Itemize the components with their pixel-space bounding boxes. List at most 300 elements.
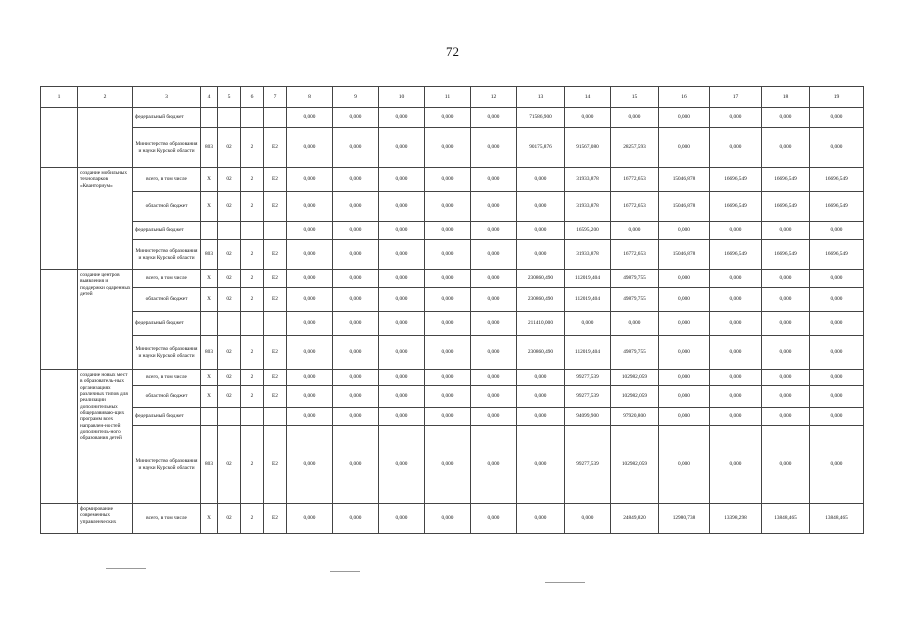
value-cell: 0,000: [379, 504, 425, 534]
value-cell: 0,000: [762, 386, 810, 408]
value-cell: 0,000: [762, 222, 810, 240]
value-cell: 0,000: [471, 370, 517, 386]
value-cell: 0,000: [471, 168, 517, 192]
value-cell: 0,000: [471, 270, 517, 288]
value-cell: 0,000: [810, 312, 864, 336]
value-cell: 0,000: [710, 222, 762, 240]
table-row: [41, 504, 864, 534]
value-cell: 0,000: [659, 288, 710, 312]
code-cell: [201, 408, 218, 426]
value-cell: 0,000: [425, 386, 471, 408]
value-cell: 0,000: [517, 222, 565, 240]
value-cell: 0,000: [333, 312, 379, 336]
code-cell: E2: [264, 370, 287, 386]
code-cell: [201, 108, 218, 128]
value-cell: 0,000: [333, 222, 379, 240]
table-row: [41, 426, 864, 504]
column-number: 15: [611, 87, 659, 108]
code-cell: 2: [241, 128, 264, 168]
code-cell: 803: [201, 240, 218, 270]
table-row: [41, 386, 864, 408]
funding-source: всего, в том числе: [133, 504, 201, 534]
column-number: 12: [471, 87, 517, 108]
value-cell: 16696,549: [810, 168, 864, 192]
column-number: 17: [710, 87, 762, 108]
value-cell: 0,000: [287, 108, 333, 128]
value-cell: 0,000: [810, 288, 864, 312]
code-cell: [201, 222, 218, 240]
code-cell: 02: [218, 192, 241, 222]
value-cell: 15046,878: [659, 168, 710, 192]
value-cell: 0,000: [810, 336, 864, 370]
value-cell: 0,000: [471, 288, 517, 312]
value-cell: 0,000: [471, 108, 517, 128]
value-cell: 24849,820: [611, 504, 659, 534]
value-cell: 230860,490: [517, 270, 565, 288]
value-cell: 112019,404: [565, 288, 611, 312]
value-cell: 0,000: [710, 386, 762, 408]
value-cell: 91567,080: [565, 128, 611, 168]
code-cell: E2: [264, 288, 287, 312]
value-cell: 16772,653: [611, 192, 659, 222]
value-cell: 0,000: [710, 288, 762, 312]
value-cell: 0,000: [517, 370, 565, 386]
table-row: [41, 240, 864, 270]
value-cell: 31933,878: [565, 192, 611, 222]
value-cell: 0,000: [379, 270, 425, 288]
event-name: формирование современных управленческих: [78, 504, 133, 534]
value-cell: 97920,800: [611, 408, 659, 426]
value-cell: 0,000: [287, 270, 333, 288]
value-cell: 0,000: [471, 192, 517, 222]
value-cell: 0,000: [659, 426, 710, 504]
value-cell: 0,000: [710, 312, 762, 336]
table-row: [41, 408, 864, 426]
value-cell: 0,000: [425, 222, 471, 240]
value-cell: 0,000: [425, 192, 471, 222]
code-cell: 02: [218, 168, 241, 192]
value-cell: 0,000: [287, 370, 333, 386]
value-cell: 0,000: [471, 128, 517, 168]
row-number-cell: [41, 270, 78, 370]
value-cell: 0,000: [659, 408, 710, 426]
value-cell: 0,000: [810, 370, 864, 386]
value-cell: 0,000: [287, 312, 333, 336]
column-number: 2: [78, 87, 133, 108]
value-cell: 0,000: [565, 312, 611, 336]
value-cell: 0,000: [810, 108, 864, 128]
funding-source: областной бюджет: [133, 288, 201, 312]
table-row: [41, 168, 864, 192]
column-number: 14: [565, 87, 611, 108]
value-cell: 0,000: [333, 288, 379, 312]
event-name: создание новых мест в образователь-ных организациях различных типов для реализации дополнительных общеразвиваю-щих программ всех направлен-ностей дополнитель-ного образования детей: [78, 370, 133, 504]
value-cell: 0,000: [517, 408, 565, 426]
code-cell: 02: [218, 504, 241, 534]
value-cell: 0,000: [659, 336, 710, 370]
event-name: создание центров выявления и поддержки одаренных детей: [78, 270, 133, 370]
value-cell: 0,000: [565, 108, 611, 128]
code-cell: [264, 222, 287, 240]
value-cell: 102982,059: [611, 426, 659, 504]
column-number: 3: [133, 87, 201, 108]
funding-source: Министерство образования и науки Курской области: [133, 128, 201, 168]
value-cell: 0,000: [425, 168, 471, 192]
funding-source: федеральный бюджет: [133, 222, 201, 240]
code-cell: 2: [241, 270, 264, 288]
value-cell: 94099,900: [565, 408, 611, 426]
code-cell: [264, 408, 287, 426]
value-cell: 0,000: [762, 336, 810, 370]
value-cell: 16772,653: [611, 240, 659, 270]
code-cell: E2: [264, 426, 287, 504]
value-cell: 0,000: [471, 426, 517, 504]
code-cell: 803: [201, 128, 218, 168]
value-cell: 0,000: [333, 426, 379, 504]
value-cell: 0,000: [287, 240, 333, 270]
value-cell: 0,000: [471, 222, 517, 240]
value-cell: 49879,755: [611, 288, 659, 312]
code-cell: X: [201, 370, 218, 386]
value-cell: 0,000: [287, 426, 333, 504]
value-cell: 0,000: [471, 240, 517, 270]
value-cell: 0,000: [333, 168, 379, 192]
code-cell: X: [201, 192, 218, 222]
code-cell: 803: [201, 426, 218, 504]
value-cell: 16696,549: [762, 192, 810, 222]
column-number: 5: [218, 87, 241, 108]
value-cell: 0,000: [425, 312, 471, 336]
page-number: 72: [446, 44, 459, 59]
code-cell: 02: [218, 128, 241, 168]
code-cell: 803: [201, 336, 218, 370]
code-cell: [241, 312, 264, 336]
code-cell: 2: [241, 370, 264, 386]
value-cell: 0,000: [287, 386, 333, 408]
value-cell: 0,000: [333, 336, 379, 370]
value-cell: 0,000: [762, 270, 810, 288]
code-cell: X: [201, 504, 218, 534]
value-cell: 0,000: [333, 192, 379, 222]
value-cell: 0,000: [287, 408, 333, 426]
value-cell: 0,000: [379, 426, 425, 504]
code-cell: 02: [218, 426, 241, 504]
value-cell: 0,000: [517, 168, 565, 192]
value-cell: 0,000: [425, 128, 471, 168]
value-cell: 0,000: [471, 504, 517, 534]
scan-mark: [106, 568, 146, 569]
funding-source: областной бюджет: [133, 192, 201, 222]
value-cell: 0,000: [287, 192, 333, 222]
value-cell: 0,000: [471, 386, 517, 408]
value-cell: 0,000: [333, 408, 379, 426]
value-cell: 0,000: [379, 386, 425, 408]
column-number: 9: [333, 87, 379, 108]
funding-source: федеральный бюджет: [133, 312, 201, 336]
value-cell: 0,000: [517, 504, 565, 534]
value-cell: 16595,200: [565, 222, 611, 240]
value-cell: 0,000: [471, 336, 517, 370]
value-cell: 0,000: [659, 370, 710, 386]
value-cell: 0,000: [379, 108, 425, 128]
value-cell: 0,000: [710, 408, 762, 426]
value-cell: 0,000: [425, 336, 471, 370]
value-cell: 0,000: [611, 108, 659, 128]
value-cell: 0,000: [287, 336, 333, 370]
table-row: [41, 288, 864, 312]
value-cell: 16696,549: [762, 168, 810, 192]
code-cell: 2: [241, 168, 264, 192]
code-cell: 02: [218, 336, 241, 370]
funding-source: всего, в том числе: [133, 270, 201, 288]
value-cell: 0,000: [379, 128, 425, 168]
table-row: [41, 336, 864, 370]
code-cell: E2: [264, 192, 287, 222]
value-cell: 0,000: [762, 312, 810, 336]
value-cell: 112019,404: [565, 270, 611, 288]
row-number-cell: [41, 504, 78, 534]
value-cell: 0,000: [379, 336, 425, 370]
value-cell: 15046,878: [659, 192, 710, 222]
value-cell: 0,000: [287, 288, 333, 312]
value-cell: 0,000: [379, 288, 425, 312]
value-cell: 0,000: [710, 426, 762, 504]
value-cell: 230860,490: [517, 336, 565, 370]
value-cell: 15046,878: [659, 240, 710, 270]
value-cell: 0,000: [379, 240, 425, 270]
code-cell: [218, 108, 241, 128]
value-cell: 0,000: [333, 504, 379, 534]
code-cell: [218, 408, 241, 426]
value-cell: 0,000: [762, 370, 810, 386]
value-cell: 0,000: [333, 370, 379, 386]
code-cell: X: [201, 288, 218, 312]
value-cell: 0,000: [425, 270, 471, 288]
value-cell: 0,000: [762, 108, 810, 128]
value-cell: 16696,549: [710, 240, 762, 270]
value-cell: 0,000: [425, 108, 471, 128]
value-cell: 0,000: [762, 426, 810, 504]
code-cell: 2: [241, 426, 264, 504]
code-cell: 02: [218, 370, 241, 386]
funding-source: федеральный бюджет: [133, 108, 201, 128]
code-cell: [264, 108, 287, 128]
code-cell: X: [201, 386, 218, 408]
value-cell: 0,000: [287, 128, 333, 168]
value-cell: 102982,059: [611, 386, 659, 408]
value-cell: 0,000: [471, 408, 517, 426]
value-cell: 0,000: [333, 128, 379, 168]
value-cell: 0,000: [810, 270, 864, 288]
code-cell: 02: [218, 288, 241, 312]
code-cell: [241, 222, 264, 240]
value-cell: 90175,876: [517, 128, 565, 168]
value-cell: 16696,549: [762, 240, 810, 270]
row-number-cell: [41, 108, 78, 168]
value-cell: 0,000: [659, 312, 710, 336]
code-cell: E2: [264, 336, 287, 370]
column-number: 7: [264, 87, 287, 108]
budget-table: [40, 86, 864, 534]
value-cell: 112019,404: [565, 336, 611, 370]
column-number: 13: [517, 87, 565, 108]
value-cell: 0,000: [379, 312, 425, 336]
table-row: [41, 222, 864, 240]
value-cell: 0,000: [810, 426, 864, 504]
code-cell: [241, 108, 264, 128]
value-cell: 0,000: [810, 408, 864, 426]
value-cell: 0,000: [659, 222, 710, 240]
value-cell: 16696,549: [810, 240, 864, 270]
table-row: [41, 270, 864, 288]
event-name: [78, 108, 133, 168]
value-cell: 0,000: [287, 168, 333, 192]
table-row: [41, 370, 864, 386]
value-cell: 0,000: [379, 408, 425, 426]
value-cell: 0,000: [287, 504, 333, 534]
value-cell: 31933,878: [565, 240, 611, 270]
code-cell: E2: [264, 168, 287, 192]
value-cell: 230860,490: [517, 288, 565, 312]
value-cell: 0,000: [611, 312, 659, 336]
value-cell: 0,000: [762, 288, 810, 312]
header-row: [41, 87, 864, 108]
value-cell: 0,000: [379, 222, 425, 240]
value-cell: 0,000: [425, 408, 471, 426]
value-cell: 0,000: [517, 426, 565, 504]
value-cell: 0,000: [425, 288, 471, 312]
value-cell: 0,000: [425, 240, 471, 270]
value-cell: 0,000: [659, 108, 710, 128]
column-number: 4: [201, 87, 218, 108]
code-cell: 2: [241, 336, 264, 370]
value-cell: 0,000: [333, 270, 379, 288]
code-cell: 2: [241, 386, 264, 408]
value-cell: 0,000: [425, 370, 471, 386]
code-cell: 2: [241, 192, 264, 222]
value-cell: 12980,738: [659, 504, 710, 534]
code-cell: [218, 312, 241, 336]
value-cell: 0,000: [810, 222, 864, 240]
value-cell: 0,000: [517, 386, 565, 408]
scan-mark: [330, 571, 360, 572]
value-cell: 13848,465: [810, 504, 864, 534]
event-name: создание мобильных технопарков «Кванториум»: [78, 168, 133, 270]
column-number: 19: [810, 87, 864, 108]
value-cell: 13398,298: [710, 504, 762, 534]
value-cell: 0,000: [379, 370, 425, 386]
value-cell: 0,000: [333, 386, 379, 408]
code-cell: 2: [241, 288, 264, 312]
value-cell: 49879,755: [611, 336, 659, 370]
funding-source: всего, в том числе: [133, 168, 201, 192]
value-cell: 16696,549: [810, 192, 864, 222]
value-cell: 0,000: [333, 240, 379, 270]
code-cell: 02: [218, 386, 241, 408]
value-cell: 0,000: [710, 270, 762, 288]
table-row: [41, 192, 864, 222]
funding-source: областной бюджет: [133, 386, 201, 408]
value-cell: 0,000: [517, 240, 565, 270]
value-cell: 0,000: [517, 192, 565, 222]
code-cell: [218, 222, 241, 240]
value-cell: 0,000: [425, 426, 471, 504]
code-cell: X: [201, 168, 218, 192]
value-cell: 71586,900: [517, 108, 565, 128]
funding-source: Министерство образования и науки Курской области: [133, 426, 201, 504]
value-cell: 16696,549: [710, 168, 762, 192]
column-number: 1: [41, 87, 78, 108]
column-number: 18: [762, 87, 810, 108]
value-cell: 99277,539: [565, 386, 611, 408]
column-number: 8: [287, 87, 333, 108]
value-cell: 0,000: [471, 312, 517, 336]
table-row: [41, 108, 864, 128]
code-cell: E2: [264, 386, 287, 408]
value-cell: 16772,653: [611, 168, 659, 192]
value-cell: 0,000: [810, 386, 864, 408]
value-cell: 99277,539: [565, 426, 611, 504]
value-cell: 0,000: [762, 128, 810, 168]
value-cell: 31933,878: [565, 168, 611, 192]
column-number: 11: [425, 87, 471, 108]
code-cell: 02: [218, 240, 241, 270]
value-cell: 0,000: [333, 108, 379, 128]
funding-source: всего, в том числе: [133, 370, 201, 386]
value-cell: 0,000: [379, 168, 425, 192]
value-cell: 13848,465: [762, 504, 810, 534]
value-cell: 0,000: [762, 408, 810, 426]
value-cell: 0,000: [425, 504, 471, 534]
table-row: [41, 128, 864, 168]
funding-source: Министерство образования и науки Курской области: [133, 336, 201, 370]
value-cell: 99277,539: [565, 370, 611, 386]
column-number: 16: [659, 87, 710, 108]
value-cell: 28257,593: [611, 128, 659, 168]
value-cell: 0,000: [611, 222, 659, 240]
code-cell: 02: [218, 270, 241, 288]
scan-mark: [545, 582, 585, 583]
value-cell: 0,000: [659, 128, 710, 168]
funding-source: федеральный бюджет: [133, 408, 201, 426]
column-number: 6: [241, 87, 264, 108]
value-cell: 0,000: [710, 128, 762, 168]
value-cell: 0,000: [710, 108, 762, 128]
code-cell: [201, 312, 218, 336]
code-cell: E2: [264, 128, 287, 168]
code-cell: E2: [264, 240, 287, 270]
value-cell: 211410,000: [517, 312, 565, 336]
value-cell: 102982,059: [611, 370, 659, 386]
value-cell: 0,000: [659, 386, 710, 408]
table-row: [41, 312, 864, 336]
value-cell: 0,000: [287, 222, 333, 240]
value-cell: 0,000: [659, 270, 710, 288]
code-cell: E2: [264, 504, 287, 534]
code-cell: [241, 408, 264, 426]
funding-source: Министерство образования и науки Курской области: [133, 240, 201, 270]
code-cell: E2: [264, 270, 287, 288]
value-cell: 49879,755: [611, 270, 659, 288]
column-number: 10: [379, 87, 425, 108]
value-cell: 0,000: [810, 128, 864, 168]
code-cell: 2: [241, 504, 264, 534]
code-cell: [264, 312, 287, 336]
code-cell: 2: [241, 240, 264, 270]
value-cell: 0,000: [710, 336, 762, 370]
value-cell: 0,000: [565, 504, 611, 534]
row-number-cell: [41, 168, 78, 270]
